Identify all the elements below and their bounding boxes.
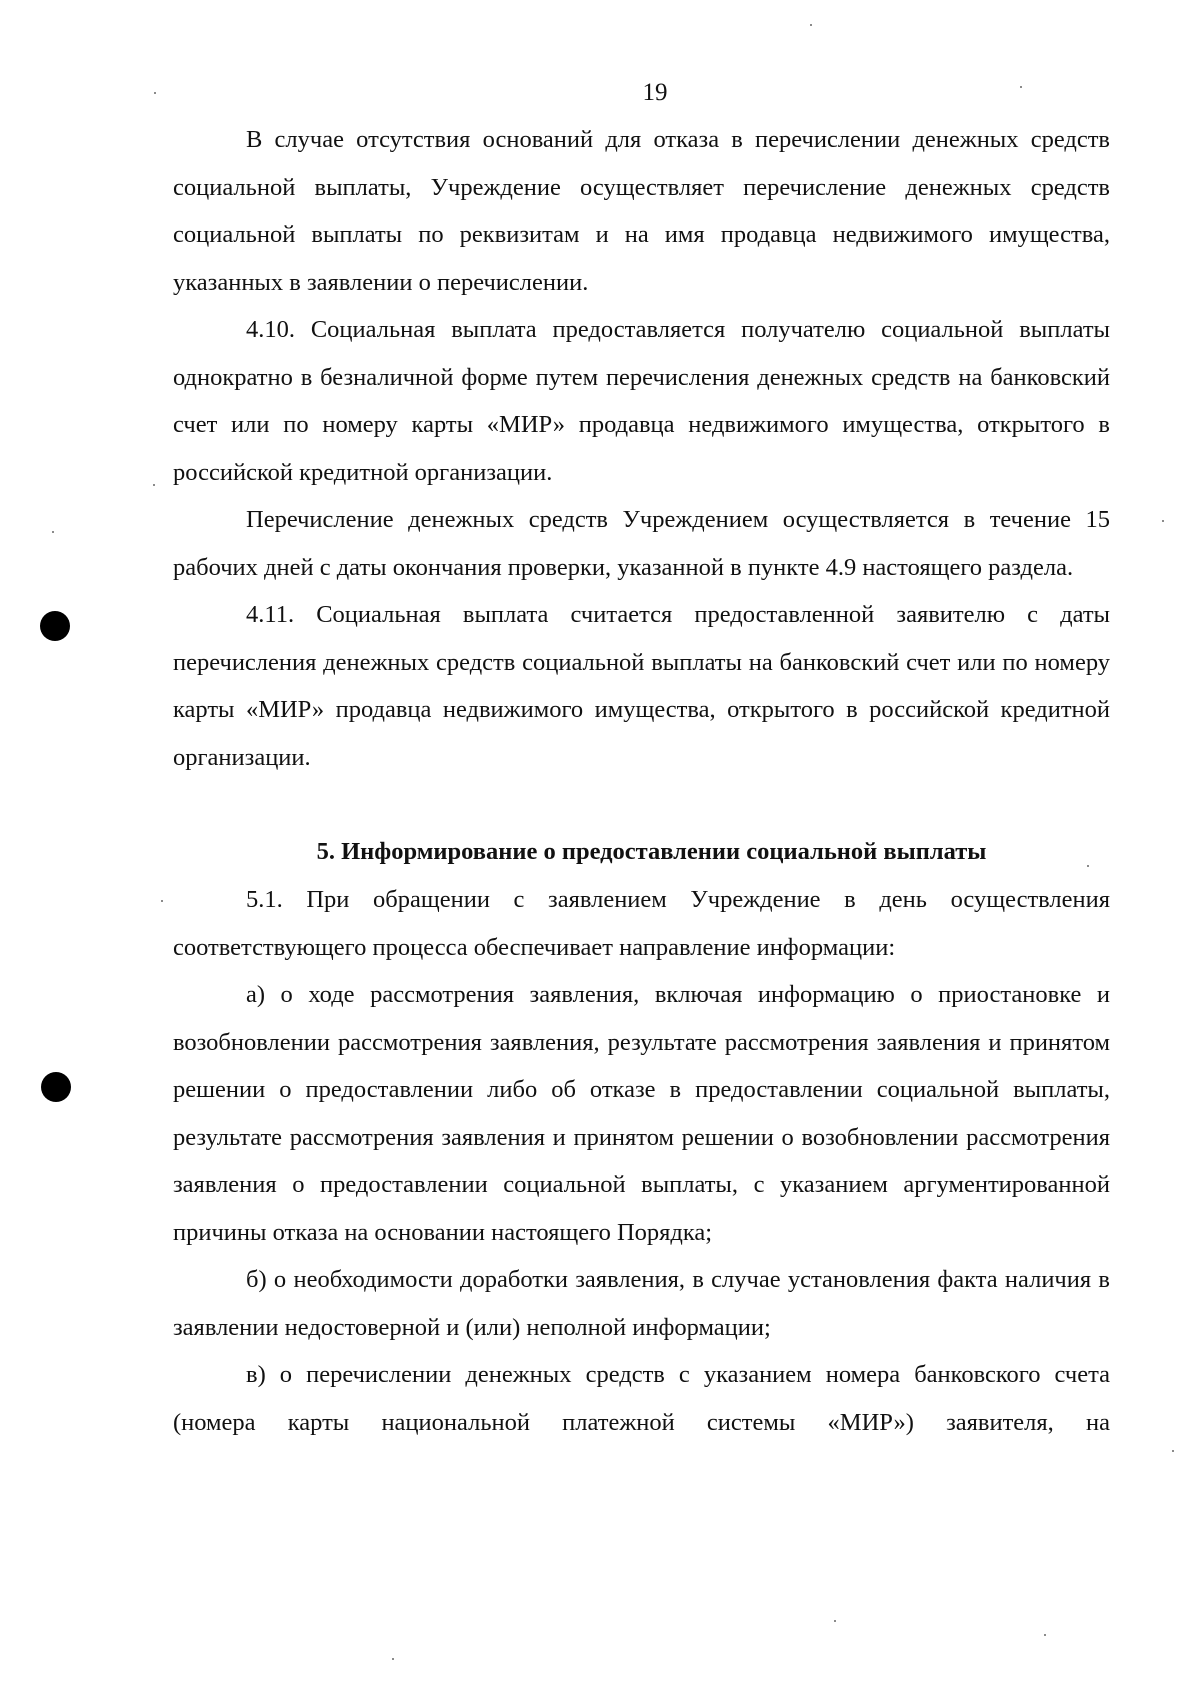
punch-hole-top [40, 611, 70, 641]
scan-speck [161, 900, 163, 902]
list-item-v: в) о перечислении денежных средств с указанием номера банковского счета (номера карты национальной платежной системы «МИР») заявителя, на [173, 1361, 1110, 1436]
paragraph-5-1: 5.1. При обращении с заявлением Учреждение в день осуществления соответствующего процесса обеспечивает направление информации: [173, 886, 1110, 961]
paragraph-4-11: 4.11. Социальная выплата считается предоставленной заявителю с даты перечисления денежных средств социальной выплаты на банковский счет или по номеру карты «МИР» продавца недвижимого имущества, открытого в российской кредитной организации. [173, 601, 1110, 771]
scan-speck [1087, 865, 1089, 867]
page-body [173, 116, 1110, 1446]
scan-speck [154, 92, 156, 94]
scan-speck [1172, 1450, 1174, 1452]
scan-speck [1044, 1634, 1046, 1636]
scan-speck [1162, 520, 1164, 522]
scan-speck [834, 1620, 836, 1622]
punch-hole-bottom [41, 1072, 71, 1102]
scan-speck [810, 24, 812, 26]
section-5-heading: 5. Информирование о предоставлении социальной выплаты [316, 838, 987, 865]
paragraph-transfer-no-grounds: В случае отсутствия оснований для отказа в перечислении денежных средств социальной выплаты, Учреждение осуществляет перечисление денежных средств социальной выплаты по реквизитам и на имя продавца недвижимого имущества, указанных в заявлении о перечислении. [173, 126, 1110, 296]
list-item-a: а) о ходе рассмотрения заявления, включая информацию о приостановке и возобновлении рассмотрения заявления, результате рассмотрения заявления и принятом решении о предоставлении либо об отказе в предоставлении социальной выплаты, результате рассмотрения заявления и принятом решении о возобновлении рассмотрения заявления о предоставлении социальной выплаты, с указанием аргументированной причины отказа на основании настоящего Порядка; [173, 981, 1110, 1246]
list-item-b: б) о необходимости доработки заявления, в случае установления факта наличия в заявлении недостоверной и (или) неполной информации; [173, 1266, 1110, 1341]
scan-speck [1020, 86, 1022, 88]
scan-speck [52, 531, 54, 533]
page-number: 19 [642, 79, 668, 106]
paragraph-4-10: 4.10. Социальная выплата предоставляется получателю социальной выплаты однократно в безналичной форме путем перечисления денежных средств на банковский счет или по номеру карты «МИР» продавца недвижимого имущества, открытого в российской кредитной организации. [173, 316, 1110, 486]
paragraph-transfer-term: Перечисление денежных средств Учреждением осуществляется в течение 15 рабочих дней с даты окончания проверки, указанной в пункте 4.9 настоящего раздела. [173, 506, 1110, 581]
scan-speck [392, 1658, 394, 1660]
scan-speck [153, 484, 155, 486]
